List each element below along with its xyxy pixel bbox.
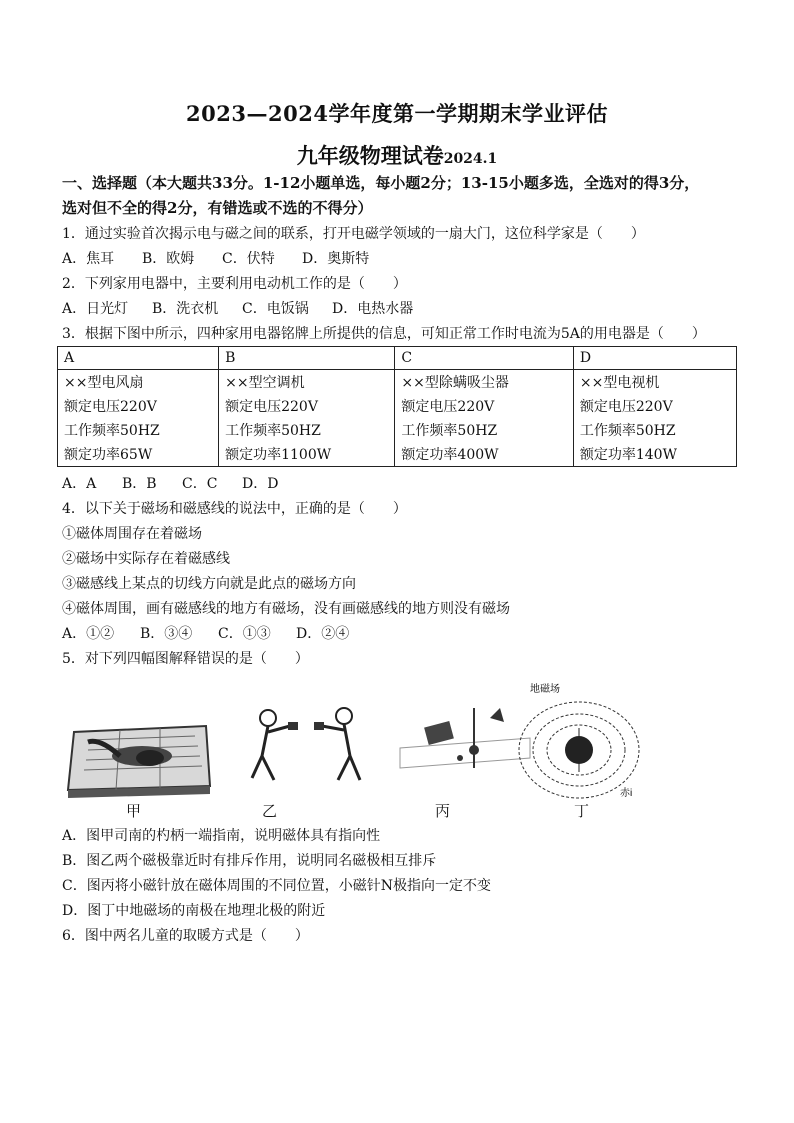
table-header-d: D (573, 347, 736, 370)
q3-stem: 3．根据下图中所示，四种家用电器铭牌上所提供的信息，可知正常工作时电流为5A的用电器是（ ） (62, 326, 706, 342)
table-header-b: B (219, 347, 395, 370)
q4-statement-1: ①磁体周围存在着磁场 (62, 526, 202, 542)
subtitle-text: 九年级物理试卷 (296, 143, 444, 168)
exam-subtitle (0, 140, 794, 170)
geomagnetic-field-figure (519, 682, 639, 799)
exam-title: 2023—2024学年度第一学期期末学业评估 (186, 101, 608, 126)
q4-option-c[interactable]: C．①③ (218, 626, 271, 642)
section-heading (62, 171, 744, 221)
q5-figures (60, 678, 700, 818)
table-cell: 额定电压220V (573, 394, 736, 418)
equator-label: 赤i (620, 788, 633, 799)
table-row (58, 370, 737, 395)
geomagnetic-label: 地磁场 (530, 684, 560, 695)
figure-label-yi: 乙 (262, 802, 278, 820)
q5-stem: 5．对下列四幅图解释错误的是（ ） (62, 651, 309, 667)
q1-stem: 1．通过实验首次揭示电与磁之间的联系，打开电磁学领域的一扇大门，这位科学家是（ ） (62, 226, 645, 242)
table-cell: ××型电视机 (573, 370, 736, 395)
q4-stem: 4．以下关于磁场和磁感线的说法中，正确的是（ ） (62, 501, 407, 517)
q4-statement-4: ④磁体周围，画有磁感线的地方有磁场，没有画磁感线的地方则没有磁场 (62, 601, 510, 617)
q2-stem: 2．下列家用电器中，主要利用电动机工作的是（ ） (62, 276, 407, 292)
q4-option-d[interactable]: D．②④ (296, 626, 350, 642)
figure-label-jia: 甲 (126, 802, 142, 820)
q3-nameplate-table (57, 346, 737, 467)
q4-statement-2: ②磁场中实际存在着磁感线 (62, 551, 230, 567)
table-cell: 工作频率50HZ (219, 418, 395, 442)
children-magnets-figure (252, 708, 360, 780)
figure-label-ding: 丁 (574, 802, 590, 820)
magnet-compass-figure (400, 708, 530, 768)
table-header-a: A (58, 347, 219, 370)
sinan-figure (68, 726, 210, 798)
q1-options (62, 249, 369, 269)
table-cell: 额定电压220V (395, 394, 573, 418)
q2-option-d[interactable]: D．电热水器 (332, 301, 414, 317)
table-header-c: C (395, 347, 573, 370)
q4-statement-3: ③磁感线上某点的切线方向就是此点的磁场方向 (62, 576, 356, 592)
table-row (58, 418, 737, 442)
q3-option-b[interactable]: B．B (122, 476, 157, 492)
q1-option-b[interactable]: B．欧姆 (142, 251, 195, 267)
q2-option-a[interactable]: A．日光灯 (62, 301, 129, 317)
table-cell: ××型空调机 (219, 370, 395, 395)
q1-option-a[interactable]: A．焦耳 (62, 251, 115, 267)
table-cell: 额定功率400W (395, 442, 573, 467)
q1-option-c[interactable]: C．伏特 (222, 251, 275, 267)
q6-stem: 6．图中两名儿童的取暖方式是（ ） (62, 928, 309, 944)
table-cell: 额定功率140W (573, 442, 736, 467)
q4-option-b[interactable]: B．③④ (140, 626, 193, 642)
q2-options (62, 299, 413, 319)
table-cell: 额定电压220V (219, 394, 395, 418)
table-cell: ××型电风扇 (58, 370, 219, 395)
q5-option-a[interactable]: A．图甲司南的杓柄一端指南，说明磁体具有指向性 (62, 828, 381, 844)
table-cell: 工作频率50HZ (573, 418, 736, 442)
table-row (58, 394, 737, 418)
section-heading-line2: 选对但不全的得2分，有错选或不选的不得分） (62, 199, 373, 217)
exam-date: 2024.1 (443, 151, 498, 167)
table-cell: 额定功率65W (58, 442, 219, 467)
q3-option-a[interactable]: A．A (62, 476, 97, 492)
q2-option-b[interactable]: B．洗衣机 (152, 301, 219, 317)
q3-options (62, 474, 278, 494)
q5-option-c[interactable]: C．图丙将小磁针放在磁体周围的不同位置，小磁针N极指向一定不变 (62, 878, 491, 894)
q1-option-d[interactable]: D．奥斯特 (302, 251, 370, 267)
q4-options (62, 624, 349, 644)
q2-option-c[interactable]: C．电饭锅 (242, 301, 309, 317)
table-row (58, 442, 737, 467)
q5-option-b[interactable]: B．图乙两个磁极靠近时有排斥作用，说明同名磁极相互排斥 (62, 853, 437, 869)
table-cell: 额定电压220V (58, 394, 219, 418)
table-cell: 工作频率50HZ (58, 418, 219, 442)
table-cell: 额定功率1100W (219, 442, 395, 467)
table-cell: ××型除螨吸尘器 (395, 370, 573, 395)
section-heading-line1: 一、选择题（本大题共33分。1-12小题单选，每小题2分；13-15小题多选，全选对的得3分， (62, 174, 700, 192)
q3-option-c[interactable]: C．C (182, 476, 218, 492)
q4-option-a[interactable]: A．①② (62, 626, 115, 642)
q3-option-d[interactable]: D．D (242, 476, 279, 492)
table-cell: 工作频率50HZ (395, 418, 573, 442)
figure-label-bing: 丙 (435, 802, 451, 820)
q5-option-d[interactable]: D．图丁中地磁场的南极在地理北极的附近 (62, 903, 326, 919)
